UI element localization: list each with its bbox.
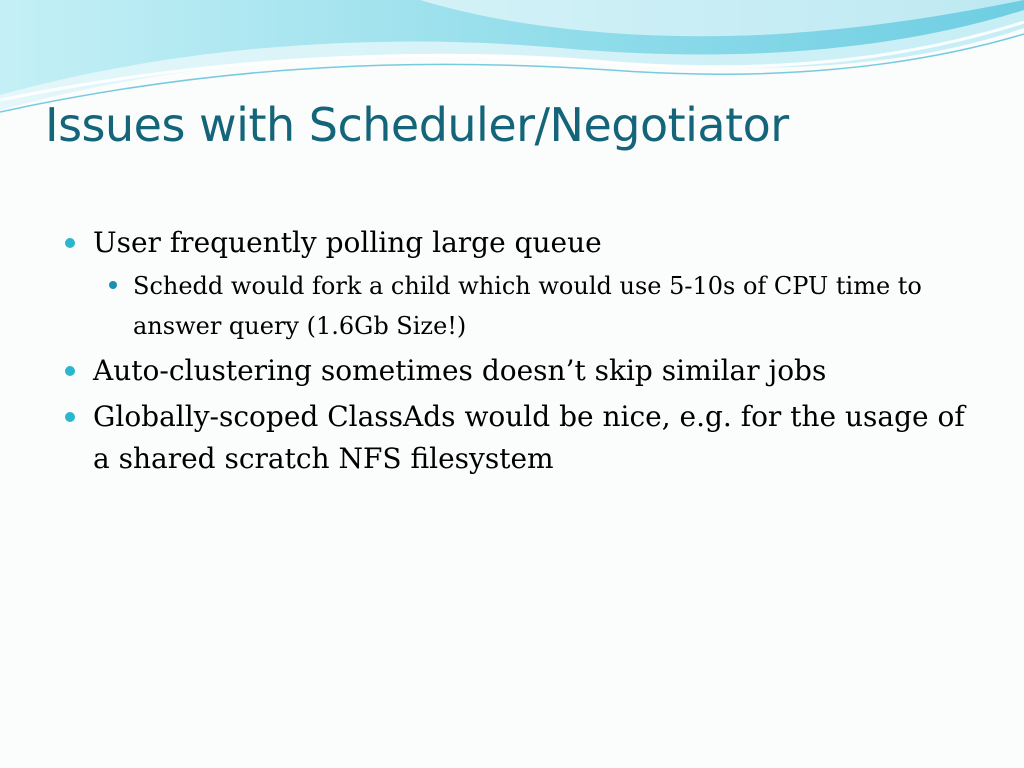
bullet-icon <box>65 366 75 376</box>
bullet-item <box>62 350 972 392</box>
sub-bullet-list <box>93 266 972 346</box>
sub-bullet-icon <box>109 281 117 289</box>
bullet-item <box>62 396 972 480</box>
sub-bullet-item <box>107 266 972 346</box>
bullet-list <box>62 222 972 480</box>
bullet-text: Globally-scoped ClassAds would be nice, e.g. for the usage of a shared scratch NFS filesystem <box>93 400 965 475</box>
bullet-icon <box>65 412 75 422</box>
bullet-icon <box>65 238 75 248</box>
bullet-text: Auto-clustering sometimes doesn’t skip similar jobs <box>93 354 827 387</box>
slide-title: Issues with Scheduler/Negotiator <box>45 98 789 152</box>
bullet-text: User frequently polling large queue <box>93 226 602 259</box>
sub-bullet-text: Schedd would fork a child which would use 5-10s of CPU time to answer query (1.6Gb Size!) <box>133 272 922 340</box>
bullet-item <box>62 222 972 346</box>
